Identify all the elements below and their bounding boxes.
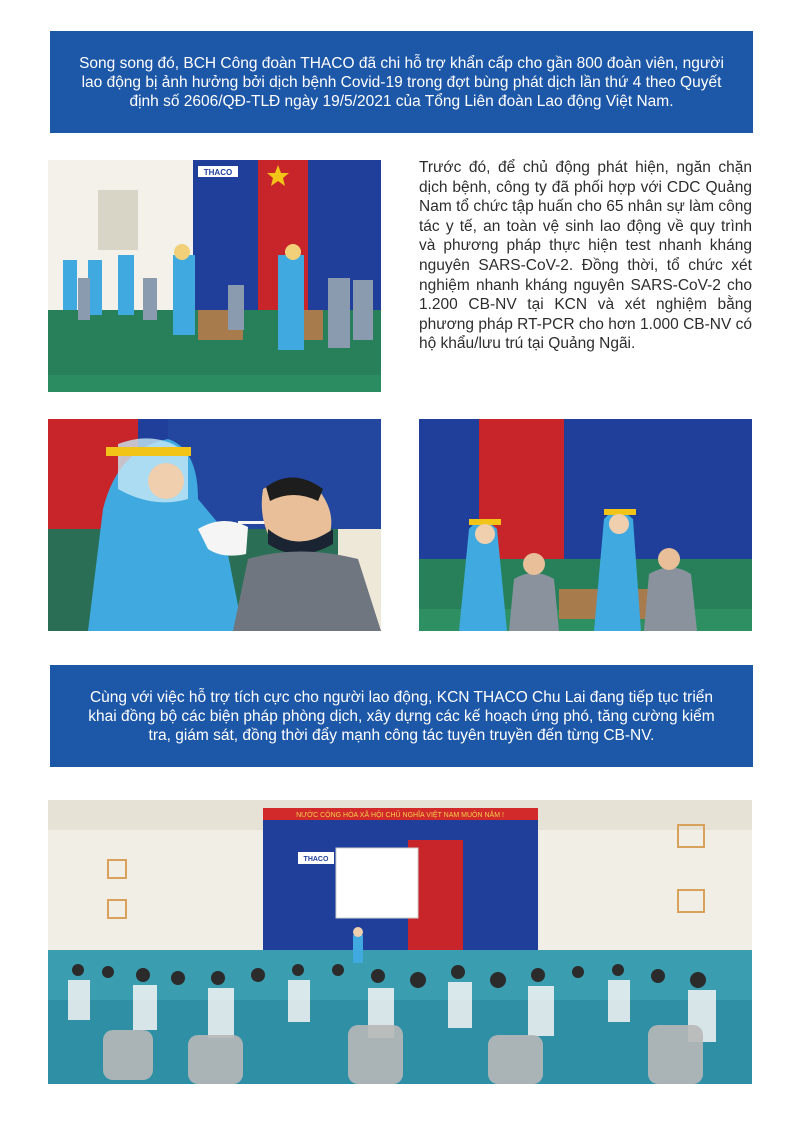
info-banner-bottom-text: Cùng với việc hỗ trợ tích cực cho người lao động, KCN THACO Chu Lai đang tiếp tục triển khai đồng bộ các biện pháp phòng dịch, xây dựng các kế hoạch ứng phó, tăng cường kiểm tra, giám sát, đồng thời đẩy mạnh công tác tuyên truyền đến từng CB-NV. xyxy=(88,688,715,744)
photo4-stage-banner-text: NƯỚC CỘNG HÒA XÃ HỘI CHỦ NGHĨA VIỆT NAM MUÔN NĂM ! xyxy=(296,812,504,819)
side-paragraph xyxy=(419,158,752,354)
info-banner-top xyxy=(50,31,753,133)
photo-training-hall-audience xyxy=(48,800,752,1084)
side-paragraph-text: Trước đó, để chủ động phát hiện, ngăn chặn dịch bệnh, công ty đã phối hợp với CDC Quảng Nam tổ chức tập huấn cho 65 nhân sự làm công tác y tế, an toàn vệ sinh lao động về quy trình và phương pháp thực hiện test nhanh kháng nguyên SARS-CoV-2. Đồng thời, tổ chức xét nghiệm nhanh kháng nguyên SARS-CoV-2 cho 1.200 CB-NV tại KCN và xét nghiệm bằng phương pháp RT-PCR cho hơn 1.000 CB-NV có hộ khẩu/lưu trú tại Quảng Ngãi. xyxy=(419,159,752,353)
photo-nasal-swab-closeup xyxy=(48,419,381,631)
info-banner-top-text: Song song đó, BCH Công đoàn THACO đã chi hỗ trợ khẩn cấp cho gần 800 đoàn viên, người lao động bị ảnh hưởng bởi dịch bệnh Covid-19 trong đợt bùng phát dịch lần thứ 4 theo Quyết định số 2606/QĐ-TLĐ ngày 19/5/2021 của Tổng Liên đoàn Lao động Việt Nam. xyxy=(79,54,724,110)
photo4-logo-text: THACO xyxy=(303,856,329,863)
photo-medics-testing-workers xyxy=(419,419,752,631)
info-banner-bottom xyxy=(50,665,753,767)
photo1-logo-text: THACO xyxy=(203,168,233,177)
photo-covid-testing-hall xyxy=(48,160,381,392)
